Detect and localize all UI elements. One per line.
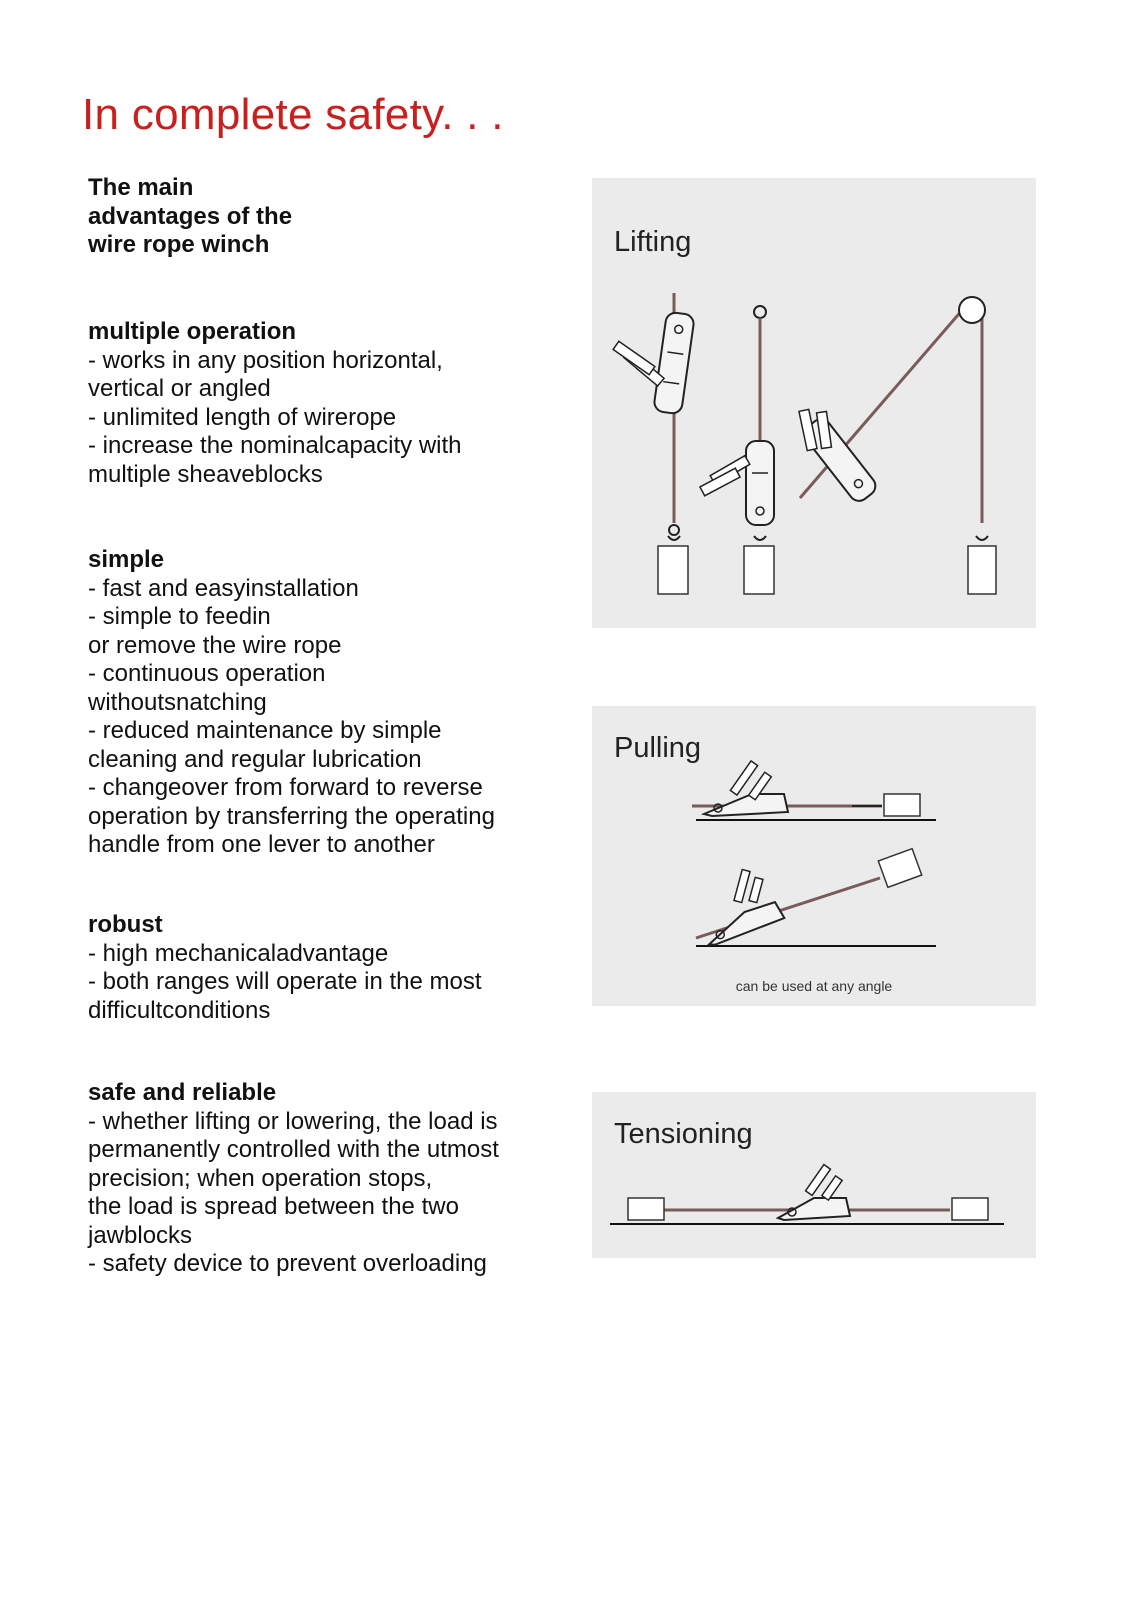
body-line: or remove the wire rope xyxy=(88,631,342,659)
intro-heading xyxy=(88,174,348,260)
body-line: - continuous operation xyxy=(88,660,326,687)
load-block-icon xyxy=(658,546,688,594)
load-block-icon xyxy=(878,849,921,888)
body-line: - whether lifting or lowering, the load is xyxy=(88,1107,498,1135)
section-heading: simple xyxy=(88,546,165,573)
section-heading: safe and reliable xyxy=(88,1079,277,1106)
intro-line: advantages of the xyxy=(88,202,293,230)
pulley-icon xyxy=(959,297,985,323)
lever-handle-icon xyxy=(749,877,763,902)
pulling-panel xyxy=(592,706,1036,1006)
body-line: - both ranges will operate in the most xyxy=(88,968,482,995)
panel-title: Pulling xyxy=(614,732,702,764)
body-line: permanently controlled with the utmost xyxy=(88,1136,499,1163)
body-line: - high mechanicaladvantage xyxy=(88,939,389,967)
body-line: withoutsnatching xyxy=(88,688,267,716)
body-line: jawblocks xyxy=(88,1221,193,1249)
section-safe-and-reliable xyxy=(88,1079,558,1279)
section-body xyxy=(88,940,558,1026)
body-line: operation by transferring the operating xyxy=(88,802,495,830)
lever-handle-icon xyxy=(734,870,750,903)
body-line: - increase the nominalcapacity with xyxy=(88,432,462,459)
intro-line: wire rope winch xyxy=(88,231,270,258)
section-heading: robust xyxy=(88,911,163,938)
pulling-illustration xyxy=(592,706,1036,1006)
lever-handle-icon xyxy=(613,341,655,374)
section-multiple-operation xyxy=(88,318,558,489)
section-body xyxy=(88,575,558,860)
tensioning-panel xyxy=(592,1092,1036,1258)
body-line: - safety device to prevent overloading xyxy=(88,1250,487,1277)
body-line: cleaning and regular lubrication xyxy=(88,745,422,773)
section-body xyxy=(88,1108,558,1279)
winch-icon xyxy=(703,901,786,947)
tensioning-illustration xyxy=(592,1092,1036,1258)
body-line: - reduced maintenance by simple xyxy=(88,717,442,744)
body-line: - simple to feedin xyxy=(88,603,271,630)
load-block-icon xyxy=(968,546,996,594)
panel-title: Lifting xyxy=(614,226,692,258)
intro-line: The main xyxy=(88,174,194,201)
panel-title: Tensioning xyxy=(614,1118,753,1150)
section-heading: multiple operation xyxy=(88,318,297,345)
page-title: In complete safety. . . xyxy=(82,90,504,139)
section-body xyxy=(88,347,558,490)
section-robust xyxy=(88,911,558,1025)
lifting-illustration xyxy=(592,178,1036,628)
lifting-panel xyxy=(592,178,1036,628)
body-line: vertical or angled xyxy=(88,375,271,402)
body-line: - changeover from forward to reverse xyxy=(88,774,483,801)
body-line: precision; when operation stops, xyxy=(88,1164,433,1192)
winch-icon xyxy=(746,441,774,525)
body-line: - works in any position horizontal, xyxy=(88,346,443,374)
body-line: difficultconditions xyxy=(88,996,271,1024)
lever-handle-icon xyxy=(822,1176,842,1200)
body-line: the load is spread between the two xyxy=(88,1193,459,1220)
anchor-block-icon xyxy=(952,1198,988,1220)
winch-icon xyxy=(778,1198,850,1220)
winch-icon xyxy=(653,312,695,415)
advantages-column xyxy=(88,174,558,1277)
load-block-icon xyxy=(744,546,774,594)
load-block-icon xyxy=(884,794,920,816)
body-line: multiple sheaveblocks xyxy=(88,460,323,488)
angle-note: can be used at any angle xyxy=(735,978,893,994)
anchor-block-icon xyxy=(628,1198,664,1220)
body-line: handle from one lever to another xyxy=(88,831,435,858)
section-simple xyxy=(88,546,558,860)
body-line: - fast and easyinstallation xyxy=(88,574,359,602)
winch-icon xyxy=(704,794,788,816)
body-line: - unlimited length of wirerope xyxy=(88,403,397,431)
